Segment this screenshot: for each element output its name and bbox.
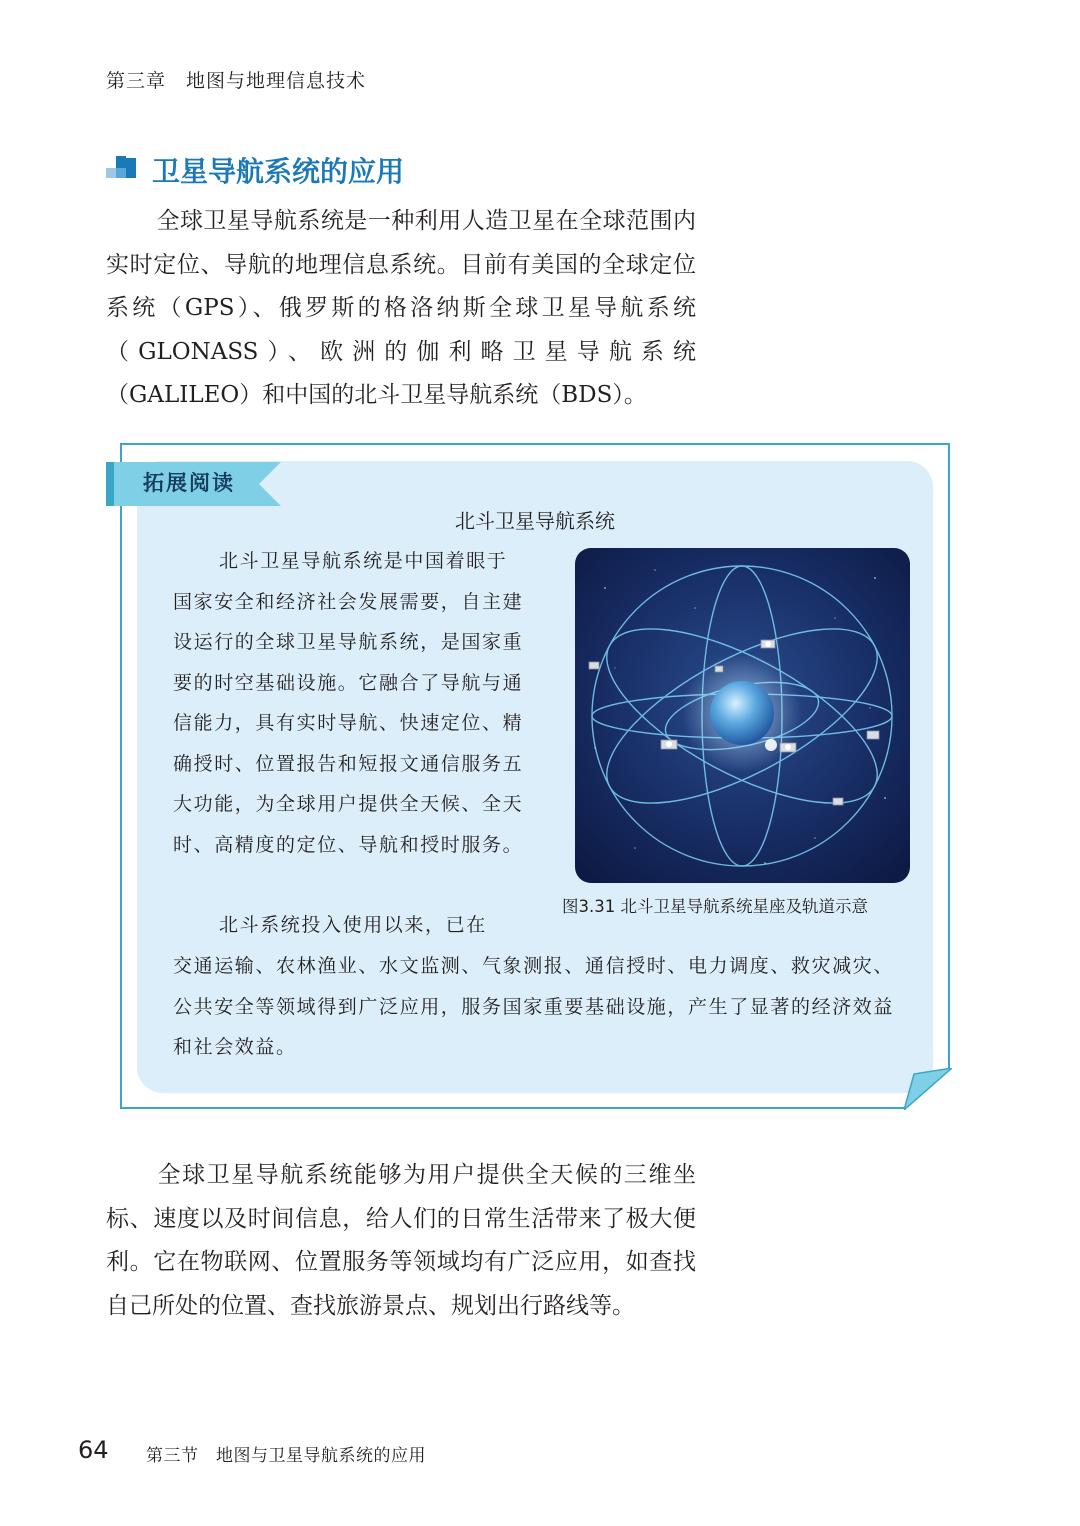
section-title: 卫星导航系统的应用 bbox=[152, 155, 405, 188]
section-blocks-icon bbox=[106, 154, 138, 182]
reading-paragraph-2-first-line-text: 北斗系统投入使用以来，已在 bbox=[219, 914, 487, 936]
reading-tab-label: 拓展阅读 bbox=[143, 471, 235, 495]
reading-box-title: 北斗卫星导航系统 bbox=[455, 509, 615, 533]
beidou-constellation-image bbox=[575, 548, 910, 883]
figure-caption: 图3.31 北斗卫星导航系统星座及轨道示意 bbox=[562, 897, 868, 916]
reading-paragraph-2-first-line bbox=[173, 905, 533, 946]
reading-paragraph-text: 北斗卫星导航系统是中国着眼于国家安全和经济社会发展需要，自主建设运行的全球卫星导航系统，是国家重要的时空基础设施。它融合了导航与通信能力，具有实时导航、快速定位、精确授时、位置报告和短报文通信服务五大功能，为全球用户提供全天候、全天时、高精度的定位、导航和授时服务。 bbox=[173, 550, 524, 856]
body-paragraph bbox=[106, 200, 696, 418]
body-paragraph-2-text: 全球卫星导航系统能够为用户提供全天候的三维坐标、速度以及时间信息，给人们的日常生活带来了极大便利。它在物联网、位置服务等领域均有广泛应用，如查找自己所处的位置、查找旅游景点、规划出行路线等。 bbox=[106, 1162, 696, 1319]
section-heading bbox=[106, 148, 466, 188]
reading-paragraph-2-rest: 交通运输、农林渔业、水文监测、气象测报、通信授时、电力调度、救灾减灾、公共安全等领域得到广泛应用，服务国家重要基础设施，产生了显著的经济效益和社会效益。 bbox=[173, 955, 895, 1058]
folded-corner-icon bbox=[904, 1068, 952, 1110]
page-number: 64 bbox=[78, 1436, 109, 1464]
reading-paragraph bbox=[173, 541, 527, 865]
body-paragraph-text: 全球卫星导航系统是一种利用人造卫星在全球范围内实时定位、导航的地理信息系统。目前有美国的全球定位系统（GPS）、俄罗斯的格洛纳斯全球卫星导航系统（GLONASS）、欧洲的伽利略卫星导航系统（GALILEO）和中国的北斗卫星导航系统（BDS）。 bbox=[106, 208, 696, 408]
chapter-header: 第三章 地图与地理信息技术 bbox=[106, 70, 367, 92]
footer-section-label: 第三节 地图与卫星导航系统的应用 bbox=[146, 1446, 426, 1466]
body-paragraph-2 bbox=[106, 1154, 696, 1328]
